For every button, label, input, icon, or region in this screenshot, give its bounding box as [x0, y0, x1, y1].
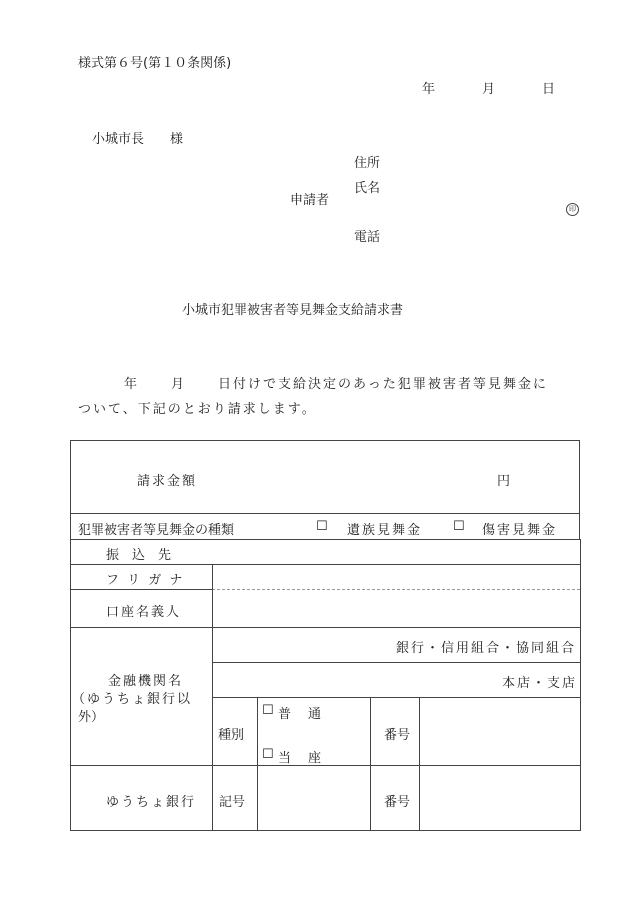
- body-year: 年: [124, 377, 138, 392]
- type-option-injury: 傷害見舞金: [482, 523, 558, 538]
- name-label: 氏名: [354, 181, 381, 196]
- branch-suffix: 本店・支店: [502, 676, 578, 691]
- bank-name-label: 金融機関名: [108, 674, 184, 689]
- type-option-bereaved: 遺族見舞金: [347, 523, 423, 538]
- account-number-label: 番号: [384, 728, 411, 743]
- yucho-number-label: 番号: [384, 795, 411, 810]
- date-month-label: 月: [482, 82, 496, 97]
- date-day-label: 日: [542, 82, 556, 97]
- body-line2: ついて、下記のとおり請求します。: [78, 402, 317, 417]
- kind-option-ordinary: 普 通: [278, 707, 324, 722]
- type-checkbox-bereaved[interactable]: ☐: [316, 519, 328, 534]
- kind-option-current: 当 座: [278, 751, 324, 766]
- bank-name-note-end: 外）: [78, 710, 105, 725]
- yucho-symbol-label: 記号: [219, 795, 246, 810]
- body-month: 月: [171, 377, 185, 392]
- phone-label: 電話: [354, 230, 381, 245]
- seal-mark: 印: [566, 203, 579, 216]
- kind-checkbox-current[interactable]: ☐: [262, 747, 274, 762]
- amount-unit: 円: [497, 474, 511, 489]
- kind-checkbox-ordinary[interactable]: ☐: [262, 703, 274, 718]
- furigana-label: フ リ ガ ナ: [106, 573, 185, 588]
- date-year-label: 年: [422, 82, 436, 97]
- transfer-label: 振 込 先: [106, 548, 172, 563]
- bank-type-suffix: 銀行・信用組合・協同組合: [396, 641, 577, 656]
- type-checkbox-injury[interactable]: ☐: [453, 519, 465, 534]
- type-label: 犯罪被害者等見舞金の種類: [78, 523, 235, 538]
- account-holder-label: 口座名義人: [106, 605, 182, 620]
- bank-name-note: （ゆうちょ銀行以: [72, 692, 193, 707]
- applicant-label: 申請者: [290, 193, 330, 208]
- yucho-label: ゆうちょ銀行: [106, 795, 197, 810]
- form-number: 様式第６号(第１０条関係): [78, 56, 232, 71]
- amount-label: 請求金額: [137, 474, 198, 489]
- body-line1: 日付けで支給決定のあった犯罪被害者等見舞金に: [218, 377, 548, 392]
- account-kind-label: 種別: [218, 728, 245, 743]
- addressee: 小城市長 様: [92, 132, 184, 147]
- address-label: 住所: [354, 156, 381, 171]
- document-title: 小城市犯罪被害者等見舞金支給請求書: [182, 303, 404, 318]
